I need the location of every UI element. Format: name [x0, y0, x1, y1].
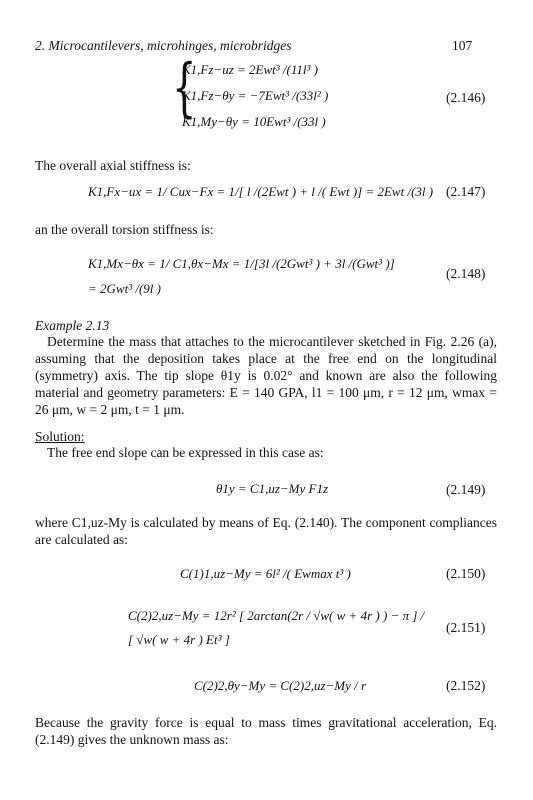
- solution-intro: The free end slope can be expressed in this case as:: [47, 445, 324, 460]
- eq-2-146-line2: K1,Fz−θy = −7Ewt³ /(33l² ): [182, 88, 329, 103]
- eq-2-151-line2: [ √w( w + 4r ) Et³ ]: [128, 632, 230, 647]
- eq-2-146-line3: K1,My−θy = 10Ewt³ /(33l ): [182, 114, 326, 129]
- eq-2-148-line2: = 2Gwt³ /(9l ): [88, 281, 161, 296]
- example-title: Example 2.13: [35, 318, 110, 333]
- eq-2-152-number: (2.152): [446, 678, 486, 693]
- eq-2-148-number: (2.148): [446, 266, 486, 281]
- eq-2-151-line1: C(2)2,uz−My = 12r² [ 2arctan(2r / √w( w + 4r ) ) − π ] /: [128, 608, 425, 623]
- eq-2-150-number: (2.150): [446, 566, 486, 581]
- example-body: Determine the mass that attaches to the microcantilever sketched in Fig. 2.26 (a), assuming that the deposition takes place at the free end on the longitudinal (symmetry) axis. The tip slope θ1y is 0.02° and known are also the following material and geometry parameters: E = 140 GPA, l1 = 100 μm, r = 12 μm, wmax = 26 μm, w = 2 μm, t = 1 μm.: [35, 334, 497, 417]
- eq-2-150: C(1)1,uz−My = 6l² /( Ewmax t³ ): [180, 566, 351, 581]
- eq-2-151-number: (2.151): [446, 620, 486, 635]
- paragraph-torsion: an the overall torsion stiffness is:: [35, 222, 214, 237]
- eq-2-147: K1,Fx−ux = 1/ Cux−Fx = 1/[ l /(2Ewt ) + l /( Ewt )] = 2Ewt /(3l ): [88, 184, 434, 199]
- eq-2-146-line1: K1,Fz−uz = 2Ewt³ /(11l³ ): [182, 62, 318, 77]
- solution-heading: Solution:: [35, 429, 85, 444]
- running-title: 2. Microcantilevers, microhinges, microbridges: [35, 38, 292, 53]
- paragraph-where: where C1,uz-My is calculated by means of Eq. (2.140). The component compliances are calculated as:: [35, 515, 497, 547]
- eq-2-149: θ1y = C1,uz−My F1z: [216, 481, 329, 496]
- paragraph-axial: The overall axial stiffness is:: [35, 158, 191, 173]
- paragraph-gravity: Because the gravity force is equal to mass times gravitational acceleration, Eq. (2.149) gives the unknown mass as:: [35, 715, 497, 747]
- eq-2-147-number: (2.147): [446, 184, 486, 199]
- eq-2-149-number: (2.149): [446, 482, 486, 497]
- eq-2-152: C(2)2,θy−My = C(2)2,uz−My / r: [194, 678, 367, 693]
- left-brace: {: [172, 51, 197, 125]
- eq-2-146-number: (2.146): [446, 90, 486, 105]
- page-number: 107: [452, 38, 473, 53]
- eq-2-148-line1: K1,Mx−θx = 1/ C1,θx−Mx = 1/[3l /(2Gwt³ ) + 3l /(Gwt³ )]: [88, 256, 395, 271]
